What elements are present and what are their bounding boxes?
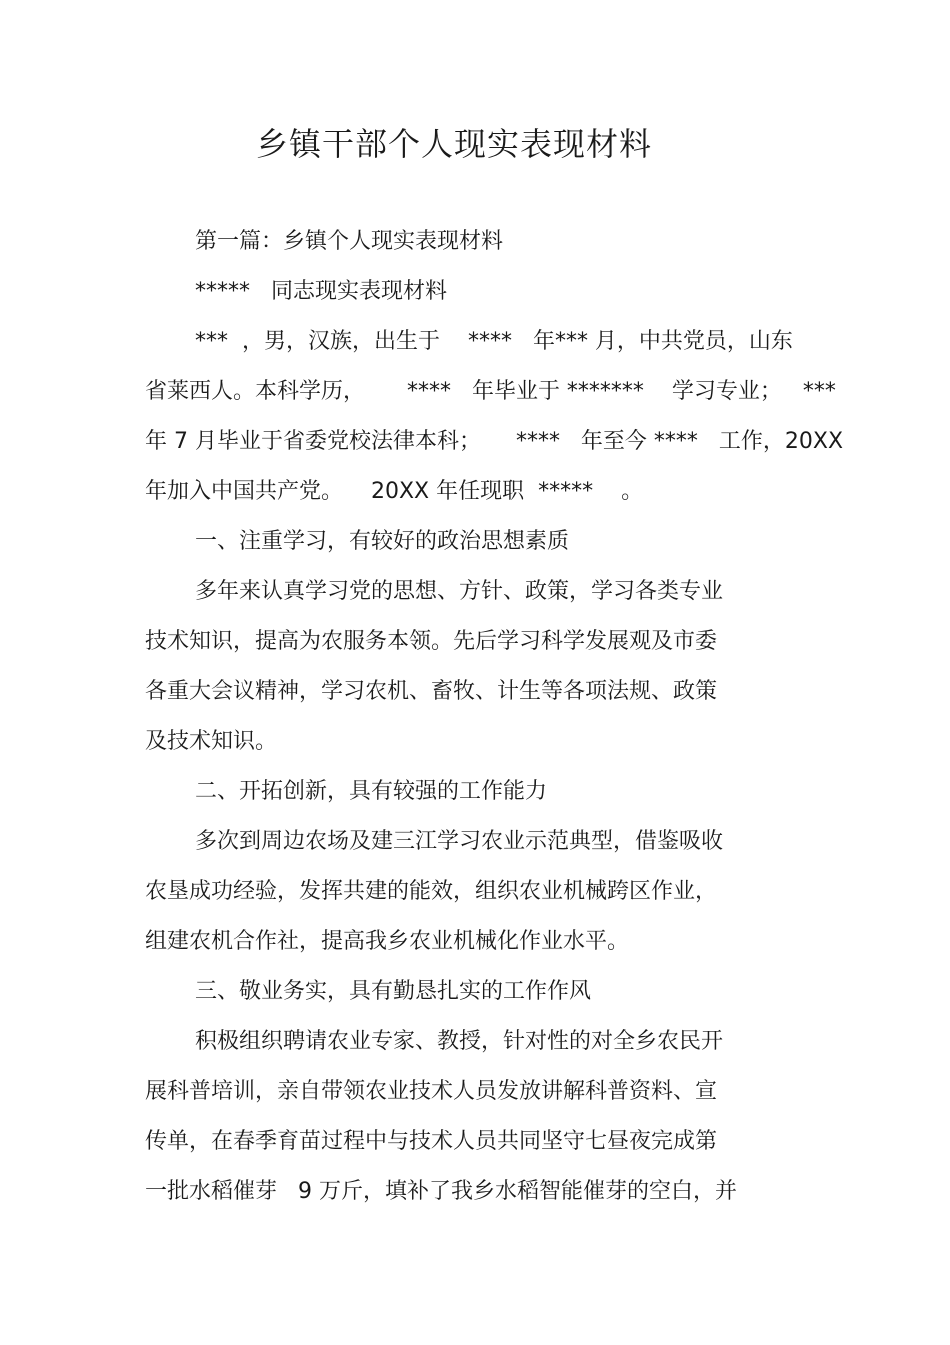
paragraph-line: 多年来认真学习党的思想、方针、政策，学习各类专业 [195, 579, 724, 604]
paragraph-line: 农垦成功经验，发挥共建的能效，组织农业机械跨区作业， [145, 879, 718, 904]
paragraph-line: 一批水稻催芽 9 万斤，填补了我乡水稻智能催芽的空白，并 [145, 1179, 737, 1204]
paragraph-line: 组建农机合作社，提高我乡农业机械化作业水平。 [145, 929, 630, 954]
paragraph-line: *** ，男，汉族，出生于 **** 年*** 月，中共党员，山东 [195, 329, 793, 354]
paragraph-line: 展科普培训，亲自带领农业技术人员发放讲解科普资料、宣 [145, 1079, 718, 1104]
section-heading-two: 二、开拓创新，具有较强的工作能力 [195, 779, 548, 804]
section-heading-part-one: 第一篇：乡镇个人现实表现材料 [195, 229, 504, 254]
paragraph-line: 技术知识，提高为农服务本领。先后学习科学发展观及市委 [145, 629, 718, 654]
paragraph-line: 省莱西人。本科学历， **** 年毕业于 ******* 学习专业； *** [145, 379, 836, 404]
document-title: 乡镇干部个人现实表现材料 [255, 125, 652, 163]
paragraph-line: 传单，在春季育苗过程中与技术人员共同坚守七昼夜完成第 [145, 1129, 718, 1154]
paragraph-line: 各重大会议精神，学习农机、畜牧、计生等各项法规、政策 [145, 679, 718, 704]
paragraph-line: 年 7 月毕业于省委党校法律本科； **** 年至今 **** 工作，20XX [145, 429, 844, 454]
paragraph-line: 多次到周边农场及建三江学习农业示范典型，借鉴吸收 [195, 829, 724, 854]
section-heading-one: 一、注重学习，有较好的政治思想素质 [195, 529, 570, 554]
paragraph-line: 年加入中国共产党。 20XX 年任现职 ***** 。 [145, 479, 644, 504]
paragraph-line: 积极组织聘请农业专家、教授，针对性的对全乡农民开 [195, 1029, 724, 1054]
subheading-comrade-material: ***** 同志现实表现材料 [195, 279, 447, 304]
paragraph-line: 及技术知识。 [145, 729, 278, 754]
section-heading-three: 三、敬业务实，具有勤恳扎实的工作作风 [195, 979, 592, 1004]
